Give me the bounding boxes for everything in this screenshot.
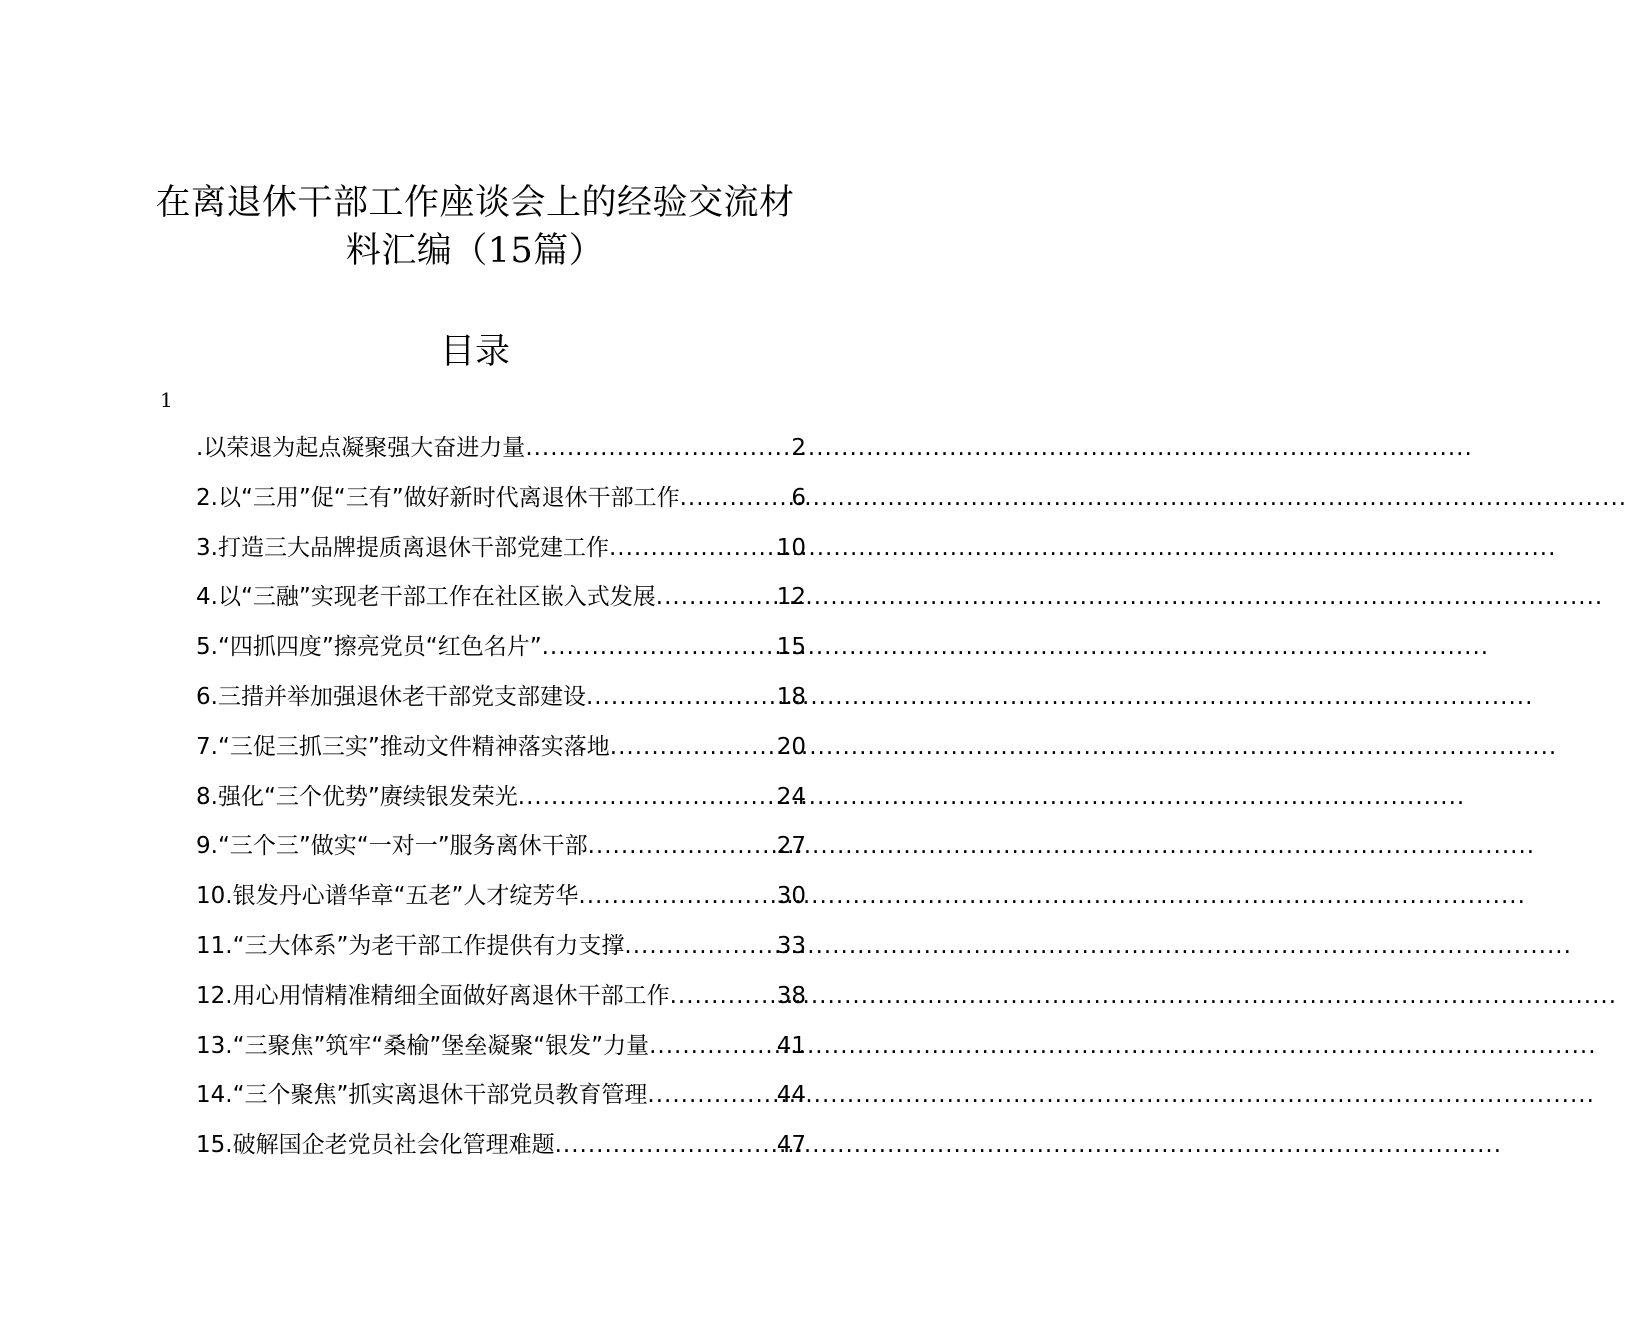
toc-dot-leader bbox=[670, 978, 777, 1014]
toc-entry[interactable] bbox=[196, 629, 806, 679]
toc-dot-leader bbox=[588, 828, 777, 864]
toc-entry-page-number: 30 bbox=[776, 883, 806, 910]
toc-marker: 1 bbox=[160, 388, 173, 412]
toc-entry[interactable] bbox=[196, 779, 806, 829]
toc-entry-page-number: 12 bbox=[776, 584, 806, 611]
toc-entry-page-number: 47 bbox=[776, 1132, 806, 1159]
toc-dot-leader bbox=[609, 530, 777, 566]
toc-entry-page-number: 38 bbox=[776, 982, 806, 1009]
toc-heading: 目录 bbox=[439, 332, 510, 372]
toc-dot-leader bbox=[518, 779, 777, 815]
toc-entry-title: 2.以“三用”促“三有”做好新时代离退休干部工作 bbox=[196, 484, 680, 511]
toc-dot-leader bbox=[610, 729, 777, 765]
toc-entry-title: 5.“四抓四度”擦亮党员“红色名片” bbox=[196, 634, 542, 661]
toc-entry[interactable] bbox=[196, 1127, 806, 1177]
toc-dot-leader bbox=[656, 579, 777, 615]
toc-entry-title: 15.破解国企老党员社会化管理难题 bbox=[196, 1132, 555, 1159]
document-title-line-1: 在离退休干部工作座谈会上的经验交流材 bbox=[155, 183, 795, 223]
toc-dot-leader bbox=[647, 1077, 776, 1113]
toc-entry[interactable] bbox=[196, 1028, 806, 1078]
toc-entry-title: 13.“三聚焦”筑牢“桑榆”堡垒凝聚“银发”力量 bbox=[196, 1032, 650, 1059]
toc-entry[interactable] bbox=[196, 1077, 806, 1127]
document-title-line-2 bbox=[140, 229, 810, 273]
toc-entry[interactable] bbox=[196, 928, 806, 978]
toc-entry[interactable] bbox=[196, 579, 806, 629]
toc-entry-page-number: 2 bbox=[791, 435, 806, 461]
toc-entry-title: 7.“三促三抓三实”推动文件精神落实落地 bbox=[196, 733, 610, 760]
toc-entry[interactable] bbox=[196, 978, 806, 1028]
toc-dot-leader bbox=[680, 480, 792, 516]
toc-entry[interactable] bbox=[196, 828, 806, 878]
toc-dot-leader bbox=[525, 430, 791, 466]
toc-entry-title: .以荣退为起点凝聚强大奋进力量 bbox=[196, 435, 526, 461]
toc-entry[interactable] bbox=[196, 679, 806, 729]
toc-entry-title: 6.三措并举加强退休老干部党支部建设 bbox=[196, 683, 586, 710]
title-prefix: 料汇编（ bbox=[345, 231, 488, 271]
toc-entry-title: 14.“三个聚焦”抓实离退休干部党员教育管理 bbox=[196, 1082, 648, 1109]
toc-entry-page-number: 6 bbox=[791, 484, 806, 511]
toc-dot-leader bbox=[555, 1127, 777, 1163]
title-suffix: 篇） bbox=[533, 231, 605, 271]
toc-entry-title: 9.“三个三”做实“一对一”服务离休干部 bbox=[196, 833, 588, 860]
toc-dot-leader bbox=[586, 679, 777, 715]
toc-dot-leader bbox=[578, 878, 776, 914]
toc-entry[interactable] bbox=[196, 430, 806, 480]
toc-entry-page-number: 18 bbox=[776, 683, 806, 710]
title-count: 15 bbox=[487, 231, 534, 271]
toc-list bbox=[196, 430, 806, 1177]
toc-entry-page-number: 41 bbox=[776, 1032, 806, 1059]
toc-entry-title: 3.打造三大品牌提质离退休干部党建工作 bbox=[196, 534, 609, 561]
toc-dot-leader bbox=[542, 629, 777, 665]
toc-entry-page-number: 44 bbox=[776, 1082, 806, 1109]
toc-entry[interactable] bbox=[196, 480, 806, 530]
toc-entry-title: 12.用心用情精准精细全面做好离退休干部工作 bbox=[196, 982, 670, 1009]
toc-dot-leader bbox=[649, 1028, 777, 1064]
toc-entry-title: 10.银发丹心谱华章“五老”人才绽芳华 bbox=[196, 883, 579, 910]
toc-dot-leader bbox=[624, 928, 776, 964]
toc-entry-page-number: 10 bbox=[776, 534, 806, 561]
toc-entry-page-number: 33 bbox=[776, 932, 806, 959]
toc-entry-page-number: 27 bbox=[776, 833, 806, 860]
toc-entry[interactable] bbox=[196, 729, 806, 779]
toc-entry[interactable] bbox=[196, 878, 806, 928]
toc-entry-page-number: 20 bbox=[776, 733, 806, 760]
toc-entry-title: 4.以“三融”实现老干部工作在社区嵌入式发展 bbox=[196, 584, 656, 611]
toc-entry-title: 11.“三大体系”为老干部工作提供有力支撑 bbox=[196, 932, 625, 959]
toc-entry-title: 8.强化“三个优势”赓续银发荣光 bbox=[196, 783, 518, 810]
toc-entry[interactable] bbox=[196, 530, 806, 580]
toc-entry-page-number: 15 bbox=[776, 634, 806, 661]
toc-entry-page-number: 24 bbox=[776, 783, 806, 810]
